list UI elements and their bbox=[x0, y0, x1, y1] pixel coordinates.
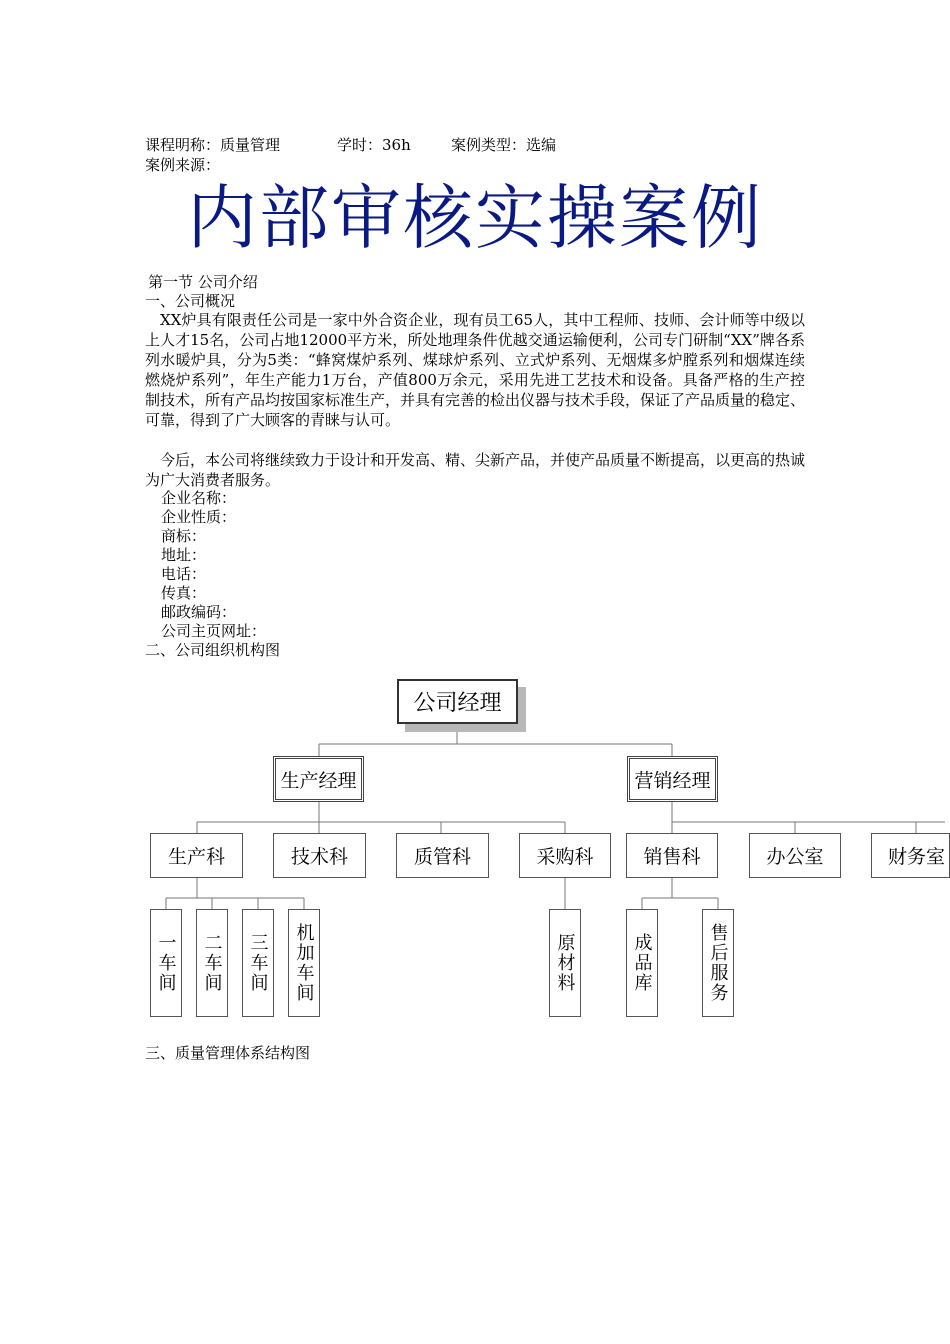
course-hours: 学时：36h bbox=[337, 136, 411, 154]
field-homepage: 公司主页网址： bbox=[161, 622, 267, 640]
org-node-office: 办公室 bbox=[749, 833, 841, 878]
field-postcode: 邮政编码： bbox=[161, 603, 237, 621]
field-address: 地址： bbox=[161, 546, 207, 564]
field-phone: 电话： bbox=[161, 565, 207, 583]
org-node-machining-workshop: 机加车间 bbox=[288, 909, 320, 1017]
org-node-ceo: 公司经理 bbox=[397, 679, 518, 724]
document-title: 内部审核实操案例 bbox=[187, 177, 763, 259]
org-node-quality-dept: 质管科 bbox=[396, 833, 489, 878]
org-node-production-dept: 生产科 bbox=[150, 833, 243, 878]
org-node-finished-goods: 成品库 bbox=[626, 909, 658, 1017]
future-paragraph: 今后，本公司将继续致力于设计和开发高、精、尖新产品，并使产品质量不断提高，以更高的热诚为广大消费者服务。 bbox=[145, 451, 806, 489]
section-heading: 第一节 公司介绍 bbox=[148, 273, 258, 291]
case-type: 案例类型：选编 bbox=[451, 136, 557, 154]
subheading-overview: 一、公司概况 bbox=[145, 292, 236, 310]
subheading-org-chart: 二、公司组织机构图 bbox=[145, 641, 281, 659]
field-company-name: 企业名称： bbox=[161, 489, 237, 507]
org-node-purchasing-dept: 采购科 bbox=[519, 833, 611, 878]
org-node-sales-manager: 营销经理 bbox=[627, 756, 718, 802]
org-node-production-manager: 生产经理 bbox=[273, 756, 364, 802]
org-node-workshop-2: 二车间 bbox=[196, 909, 228, 1017]
org-node-workshop-1: 一车间 bbox=[150, 909, 182, 1017]
field-trademark: 商标： bbox=[161, 527, 207, 545]
org-node-sales-dept: 销售科 bbox=[626, 833, 718, 878]
subheading-qms-chart: 三、质量管理体系结构图 bbox=[145, 1044, 311, 1062]
field-fax: 传真： bbox=[161, 584, 207, 602]
org-node-workshop-3: 三车间 bbox=[242, 909, 274, 1017]
org-node-technical-dept: 技术科 bbox=[273, 833, 366, 878]
org-node-finance: 财务室 bbox=[871, 833, 950, 878]
org-node-after-sales: 售后服务 bbox=[702, 909, 734, 1017]
course-name: 课程明称：质量管理 bbox=[145, 136, 281, 154]
overview-paragraph: XX炉具有限责任公司是一家中外合资企业，现有员工65人，其中工程师、技师、会计师等中级以上人才15名，公司占地12000平方米，所处地理条件优越交通运输便利，公司专门研制“XX”牌各系列水暖炉具，分为5类：“蜂窝煤炉系列、煤球炉系列、立式炉系列、无烟煤多炉膛系列和烟煤连续燃烧炉系列”，年生产能力1万台，产值800万余元，采用先进工艺技术和设备。具备严格的生产控制技术，所有产品均按国家标准生产，并具有完善的检出仪器与技术手段，保证了产品质量的稳定、可靠，得到了广大顾客的青睐与认可。 bbox=[145, 311, 806, 429]
case-source: 案例来源： bbox=[145, 156, 221, 174]
field-company-type: 企业性质： bbox=[161, 508, 237, 526]
org-node-raw-materials: 原材料 bbox=[549, 909, 581, 1017]
